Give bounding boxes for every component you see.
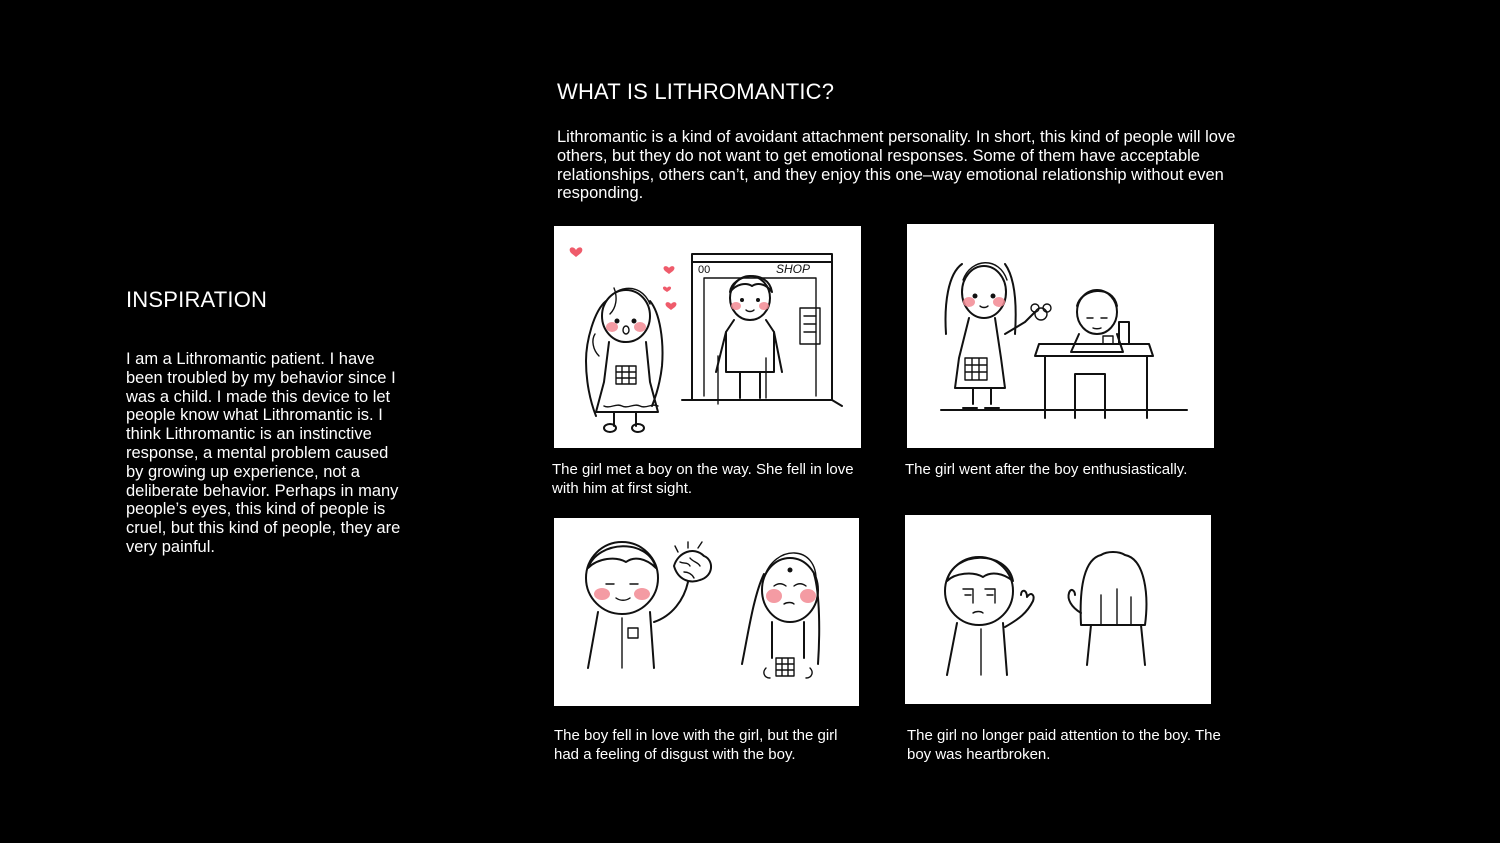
heart-icon [570,247,583,257]
illustration-pursue [907,224,1214,448]
definition-title: WHAT IS LITHROMANTIC? [557,79,835,104]
flower-icon [1031,304,1051,320]
shop-building [682,254,842,406]
panel-caption-heartbroken: The girl no longer paid attention to the boy. The boy was heartbroken. [907,727,1221,763]
boy-figure [716,276,782,404]
illustration-panel-disgust [554,518,859,706]
girl-figure [586,288,663,432]
girl-figure [742,553,819,678]
boy-figure [945,557,1034,675]
boy-figure [586,542,688,668]
table [1035,322,1153,418]
heart-icon [666,302,677,310]
heart-icon [664,266,675,274]
illustration-disgust [554,518,859,706]
illustration-meet [554,226,861,448]
panel-caption-meet: The girl met a boy on the way. She fell in love with him at first sight. [552,461,854,497]
illustration-panel-pursue [907,224,1214,448]
definition-body: Lithromantic is a kind of avoidant attachment personality. In short, this kind of people will love others, but they do not want to get emotional responses. Some of them have acceptable relationships, others can’t, and they enjoy this one–way emotional relationship without even responding. [557,128,1236,203]
illustration-panel-heartbroken [905,515,1211,704]
girl-figure [946,263,1035,408]
inspiration-body: I am a Lithromantic patient. I have been troubled by my behavior since I was a child. I made this device to let people know what Lithromantic is. I think Lithromantic is an instinctive response, a mental problem caused by growing up experience, not a deliberate behavior. Perhaps in many people’s eyes, this kind of people is cruel, but this kind of people, they are very painful. [126,350,401,556]
door-label: 00 [698,264,711,276]
illustration-panel-meet [554,226,861,448]
inspiration-title: INSPIRATION [126,287,268,312]
panel-caption-pursue: The girl went after the boy enthusiastically. [905,461,1188,478]
boy-figure [1071,290,1123,352]
illustration-heartbroken [905,515,1211,704]
heart-icon [663,287,671,292]
panel-caption-disgust: The boy fell in love with the girl, but the girl had a feeling of disgust with the boy. [554,727,838,763]
girl-back-figure [1069,552,1147,665]
shop-sign: SHOP [776,262,811,276]
bouquet-icon [674,542,711,581]
